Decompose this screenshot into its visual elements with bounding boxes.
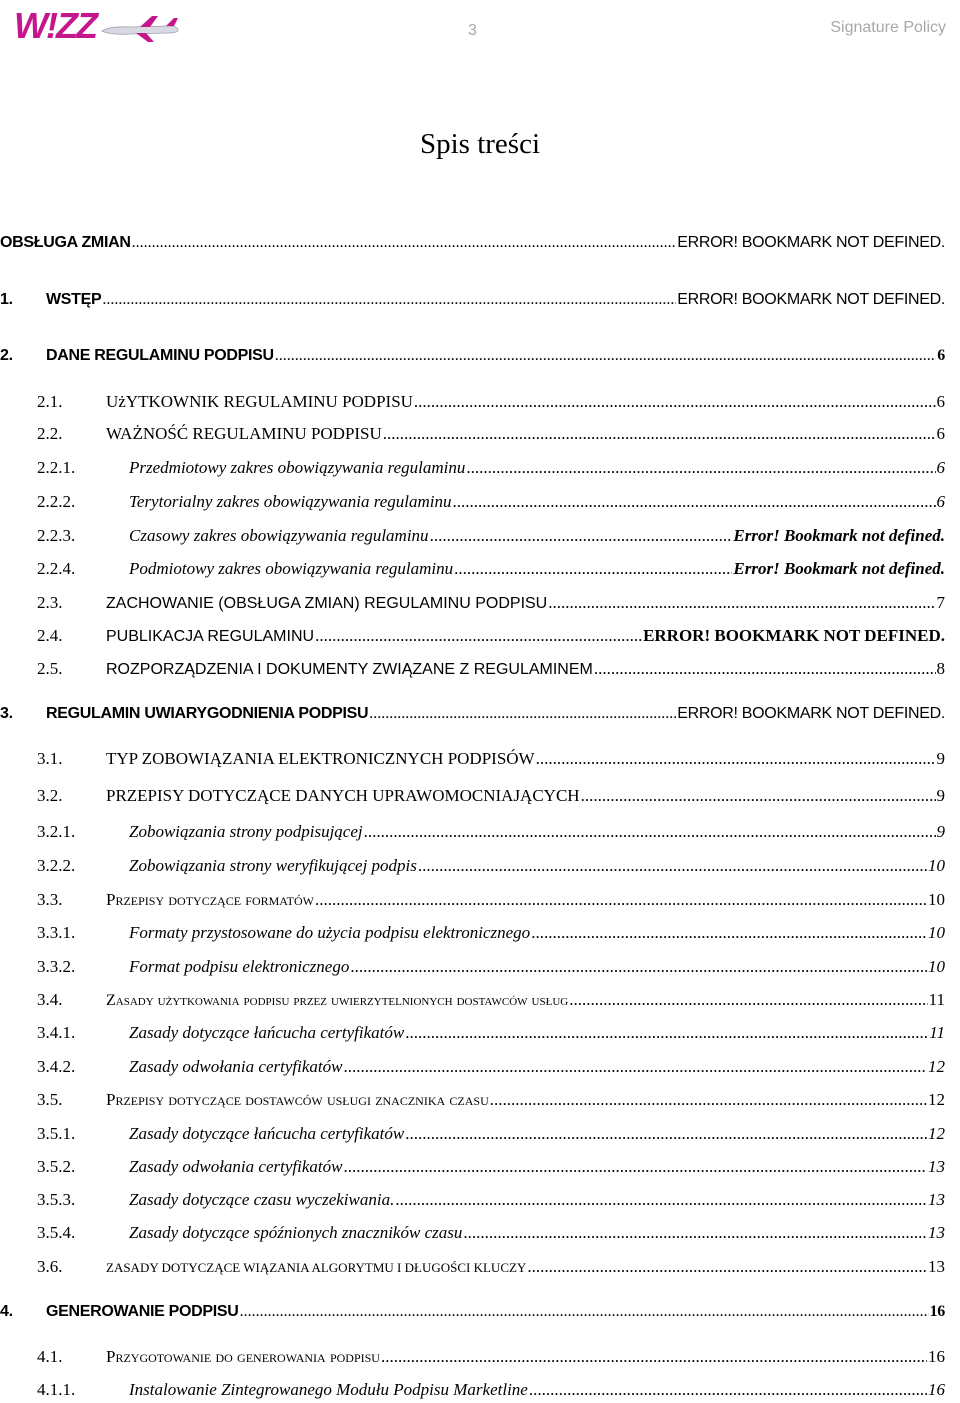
toc-entry[interactable] (0, 1256, 945, 1279)
toc-entry[interactable] (0, 625, 945, 648)
toc-entry-page: 7 (936, 593, 945, 612)
toc-entry[interactable] (0, 785, 945, 807)
toc-entry-label: Przygotowanie do generowania podpisu (106, 1347, 380, 1366)
toc-entry[interactable] (0, 1301, 945, 1323)
toc-leader-dots (405, 1022, 928, 1044)
toc-entry[interactable] (0, 525, 945, 547)
toc-entry-label: Przepisy dotyczące formatów (106, 890, 314, 909)
toc-entry-label: Terytorialny zakres obowiązywania regulaminu (129, 492, 452, 511)
toc-leader-dots (381, 1346, 927, 1368)
toc-entry-number: 2.2.2. (37, 492, 76, 511)
toc-leader-dots (490, 1089, 927, 1111)
toc-leader-dots (594, 658, 936, 680)
toc-leader-dots (531, 922, 927, 944)
toc-entry-page: ERROR! BOOKMARK NOT DEFINED. (643, 626, 945, 645)
toc-leader-dots (350, 956, 927, 978)
toc-leader-dots (364, 821, 936, 843)
toc-entry-label: Zobowiązania strony podpisującej (129, 822, 363, 841)
toc-entry[interactable] (0, 391, 945, 413)
toc-entry-label: DANE REGULAMINU PODPISU (46, 347, 274, 364)
toc-entry[interactable] (0, 1379, 945, 1401)
toc-entry[interactable] (0, 956, 945, 978)
toc-entry[interactable] (0, 703, 945, 725)
toc-leader-dots (132, 232, 677, 254)
toc-entry-page: 16 (929, 1303, 945, 1320)
toc-entry[interactable] (0, 491, 945, 513)
toc-entry-number: 2.1. (37, 392, 63, 411)
toc-entry-number: 3.5.1. (37, 1124, 76, 1143)
toc-leader-dots (369, 703, 676, 725)
toc-leader-dots (343, 1156, 927, 1178)
toc-entry[interactable] (0, 558, 945, 580)
toc-entry-label: Podmiotowy zakres obowiązywania regulaminu (129, 559, 454, 578)
toc-entry-number: 2.3. (37, 593, 63, 612)
toc-entry-page: 9 (936, 749, 945, 768)
toc-entry-page: 8 (936, 659, 945, 678)
toc-entry-number: 3.5. (37, 1090, 63, 1109)
toc-entry-page: 9 (936, 822, 945, 841)
airplane-icon (100, 14, 180, 44)
toc-entry-page: 10 (928, 923, 945, 942)
toc-entry-number: 3.2.1. (37, 822, 76, 841)
toc-leader-dots (569, 989, 927, 1011)
toc-entry[interactable] (0, 1189, 945, 1211)
toc-entry[interactable] (0, 1346, 945, 1368)
toc-entry-number: 3.5.2. (37, 1157, 76, 1176)
toc-entry[interactable] (0, 1022, 945, 1044)
toc-entry-label: GENEROWANIE PODPISU (46, 1303, 239, 1320)
wizz-logo (14, 6, 174, 46)
toc-entry-number: 3.4.2. (37, 1057, 76, 1076)
toc-leader-dots (453, 491, 936, 513)
toc-entry-number: 3.2. (37, 786, 63, 805)
toc-entry-page: 9 (936, 786, 945, 805)
toc-entry-page: 6 (937, 347, 945, 364)
toc-leader-dots (315, 625, 642, 647)
toc-entry-label: Zasady odwołania certyfikatów (129, 1157, 343, 1176)
toc-entry-page: 16 (928, 1380, 945, 1399)
toc-leader-dots (581, 785, 936, 807)
toc-entry-label: Zasady dotyczące łańcucha certyfikatów (129, 1124, 405, 1143)
toc-entry[interactable] (0, 658, 945, 681)
toc-entry[interactable] (0, 748, 945, 770)
toc-entry-number: 3.4. (37, 990, 63, 1009)
toc-entry-number: 2.2.3. (37, 526, 76, 545)
header-document-title: Signature Policy (830, 19, 946, 36)
toc-entry-number: 2.5. (37, 659, 63, 678)
toc-entry-number: 2.2.4. (37, 559, 76, 578)
toc-entry-page: 11 (928, 990, 945, 1009)
toc-entry-page: 13 (928, 1190, 945, 1209)
toc-entry-page: 6 (936, 392, 945, 411)
toc-entry-page: 16 (928, 1347, 945, 1366)
toc-entry[interactable] (0, 423, 945, 445)
toc-entry-number: 3.3.2. (37, 957, 76, 976)
toc-entry-page: 11 (929, 1023, 945, 1042)
toc-leader-dots (527, 1256, 927, 1278)
toc-entry-label: ROZPORZĄDZENIA I DOKUMENTY ZWIĄZANE Z REGULAMINEM (106, 661, 593, 678)
toc-entry-page: 10 (928, 890, 945, 909)
toc-leader-dots (343, 1056, 927, 1078)
toc-entry-number: 2.2. (37, 424, 63, 443)
toc-entry[interactable] (0, 855, 945, 877)
toc-entry[interactable] (0, 1056, 945, 1078)
toc-leader-dots (454, 558, 732, 580)
page-header (0, 0, 960, 60)
toc-entry-label: Zasady użytkowania podpisu przez uwierzytelnionych dostawców usług (106, 992, 569, 1009)
toc-entry-label: PUBLIKACJA REGULAMINU (106, 628, 315, 645)
toc-leader-dots (536, 748, 936, 770)
toc-entry-page: 12 (928, 1090, 945, 1109)
toc-entry-number: 4. (0, 1303, 13, 1320)
toc-entry-number: 1. (0, 291, 13, 308)
toc-entry-number: 3.6. (37, 1257, 63, 1276)
toc-entry[interactable] (0, 345, 945, 367)
toc-entry-number: 3.4.1. (37, 1023, 76, 1042)
toc-entry-label: ZACHOWANIE (OBSŁUGA ZMIAN) REGULAMINU PODPISU (106, 595, 548, 612)
toc-leader-dots (430, 525, 733, 547)
toc-leader-dots (395, 1189, 927, 1211)
toc-entry-page: ERROR! BOOKMARK NOT DEFINED. (677, 705, 945, 722)
toc-entry-label: Zasady dotyczące czasu wyczekiwania. (129, 1190, 395, 1209)
toc-entry-label: Przepisy dotyczące dostawców usługi znacznika czasu (106, 1090, 489, 1109)
toc-entry-number: 3.2.2. (37, 856, 76, 875)
toc-entry-label: TYP ZOBOWIĄZANIA ELEKTRONICZNYCH PODPISÓW (106, 749, 535, 768)
toc-leader-dots (405, 1123, 927, 1145)
toc-entry-label: Zobowiązania strony weryfikującej podpis (129, 856, 417, 875)
toc-leader-dots (463, 1222, 927, 1244)
toc-entry-label: UżYTKOWNIK REGULAMINU PODPISU (106, 392, 413, 411)
toc-entry-label: Zasady dotyczące łańcucha certyfikatów (129, 1023, 405, 1042)
toc-entry-number: 3.5.4. (37, 1223, 76, 1242)
toc-entry-page: Error! Bookmark not defined. (733, 526, 945, 545)
toc-entry[interactable] (0, 1089, 945, 1111)
toc-entry-page: 13 (928, 1223, 945, 1242)
toc-entry[interactable] (0, 1156, 945, 1178)
toc-entry-number: 2.4. (37, 626, 63, 645)
toc-entry-label: WSTĘP (46, 291, 102, 308)
toc-entry-number: 4.1. (37, 1347, 63, 1366)
toc-entry-page: 13 (928, 1157, 945, 1176)
toc-entry-page: 12 (928, 1124, 945, 1143)
page-number: 3 (468, 22, 477, 39)
toc-entry[interactable] (0, 922, 945, 944)
toc-entry[interactable] (0, 289, 945, 311)
toc-entry-label: WAŻNOŚĆ REGULAMINU PODPISU (106, 424, 382, 443)
toc-entry-number: 2. (0, 347, 13, 364)
toc-entry-label: Instalowanie Zintegrowanego Modułu Podpisu Marketline (129, 1380, 528, 1399)
logo-wordmark: W!ZZ (14, 5, 96, 46)
toc-entry-label: Zasady odwołania certyfikatów (129, 1057, 343, 1076)
toc-entry-number: 3.3.1. (37, 923, 76, 942)
toc-entry-number: 4.1.1. (37, 1380, 76, 1399)
toc-entry-page: 10 (928, 856, 945, 875)
toc-title: Spis treści (419, 128, 541, 160)
toc-entry-label: Przedmiotowy zakres obowiązywania regulaminu (129, 458, 466, 477)
toc-entry-page: ERROR! BOOKMARK NOT DEFINED. (677, 234, 945, 251)
toc-entry[interactable] (0, 1222, 945, 1244)
toc-entry-number: 3.1. (37, 749, 63, 768)
toc-leader-dots (548, 592, 935, 614)
toc-entry-page: 6 (936, 424, 945, 443)
toc-entry-label: PRZEPISY DOTYCZĄCE DANYCH UPRAWOMOCNIAJĄCYCH (106, 786, 580, 805)
toc-leader-dots (315, 889, 927, 911)
toc-entry-label: Zasady dotyczące spóźnionych znaczników czasu (129, 1223, 463, 1242)
toc-leader-dots (414, 391, 936, 413)
toc-entry-label: REGULAMIN UWIARYGODNIENIA PODPISU (46, 705, 369, 722)
toc-entry[interactable] (0, 232, 945, 254)
toc-entry-number: 2.2.1. (37, 458, 76, 477)
toc-entry-page: 13 (928, 1257, 945, 1276)
toc-entry-label: Czasowy zakres obowiązywania regulaminu (129, 526, 429, 545)
toc-entry-page: 6 (936, 458, 945, 477)
toc-entry-label: Format podpisu elektronicznego (129, 957, 350, 976)
toc-entry-number: 3.5.3. (37, 1190, 76, 1209)
toc-entry[interactable] (0, 989, 945, 1012)
toc-entry-label: OBSŁUGA ZMIAN (0, 234, 131, 251)
toc-leader-dots (418, 855, 927, 877)
toc-leader-dots (466, 457, 935, 479)
toc-entry-page: 6 (936, 492, 945, 511)
toc-entry-page: 12 (928, 1057, 945, 1076)
toc-entry-number: 3. (0, 705, 13, 722)
toc-leader-dots (529, 1379, 927, 1401)
toc-entry[interactable] (0, 821, 945, 843)
toc-entry-page: ERROR! BOOKMARK NOT DEFINED. (677, 291, 945, 308)
toc-leader-dots (275, 345, 937, 367)
toc-entry[interactable] (0, 889, 945, 911)
toc-entry[interactable] (0, 1123, 945, 1145)
toc-leader-dots (240, 1301, 929, 1323)
toc-entry-number: 3.3. (37, 890, 63, 909)
toc-entry-label: Formaty przystosowane do użycia podpisu elektronicznego (129, 923, 531, 942)
toc-entry-label: ZASADY DOTYCZĄCE WIĄZANIA ALGORYTMU I DŁUGOŚCI KLUCZY (106, 1260, 527, 1275)
toc-entry[interactable] (0, 592, 945, 615)
toc-entry[interactable] (0, 457, 945, 479)
toc-entry-page: Error! Bookmark not defined. (733, 559, 945, 578)
toc-entry-page: 10 (928, 957, 945, 976)
toc-leader-dots (102, 289, 676, 311)
toc-leader-dots (383, 423, 936, 445)
